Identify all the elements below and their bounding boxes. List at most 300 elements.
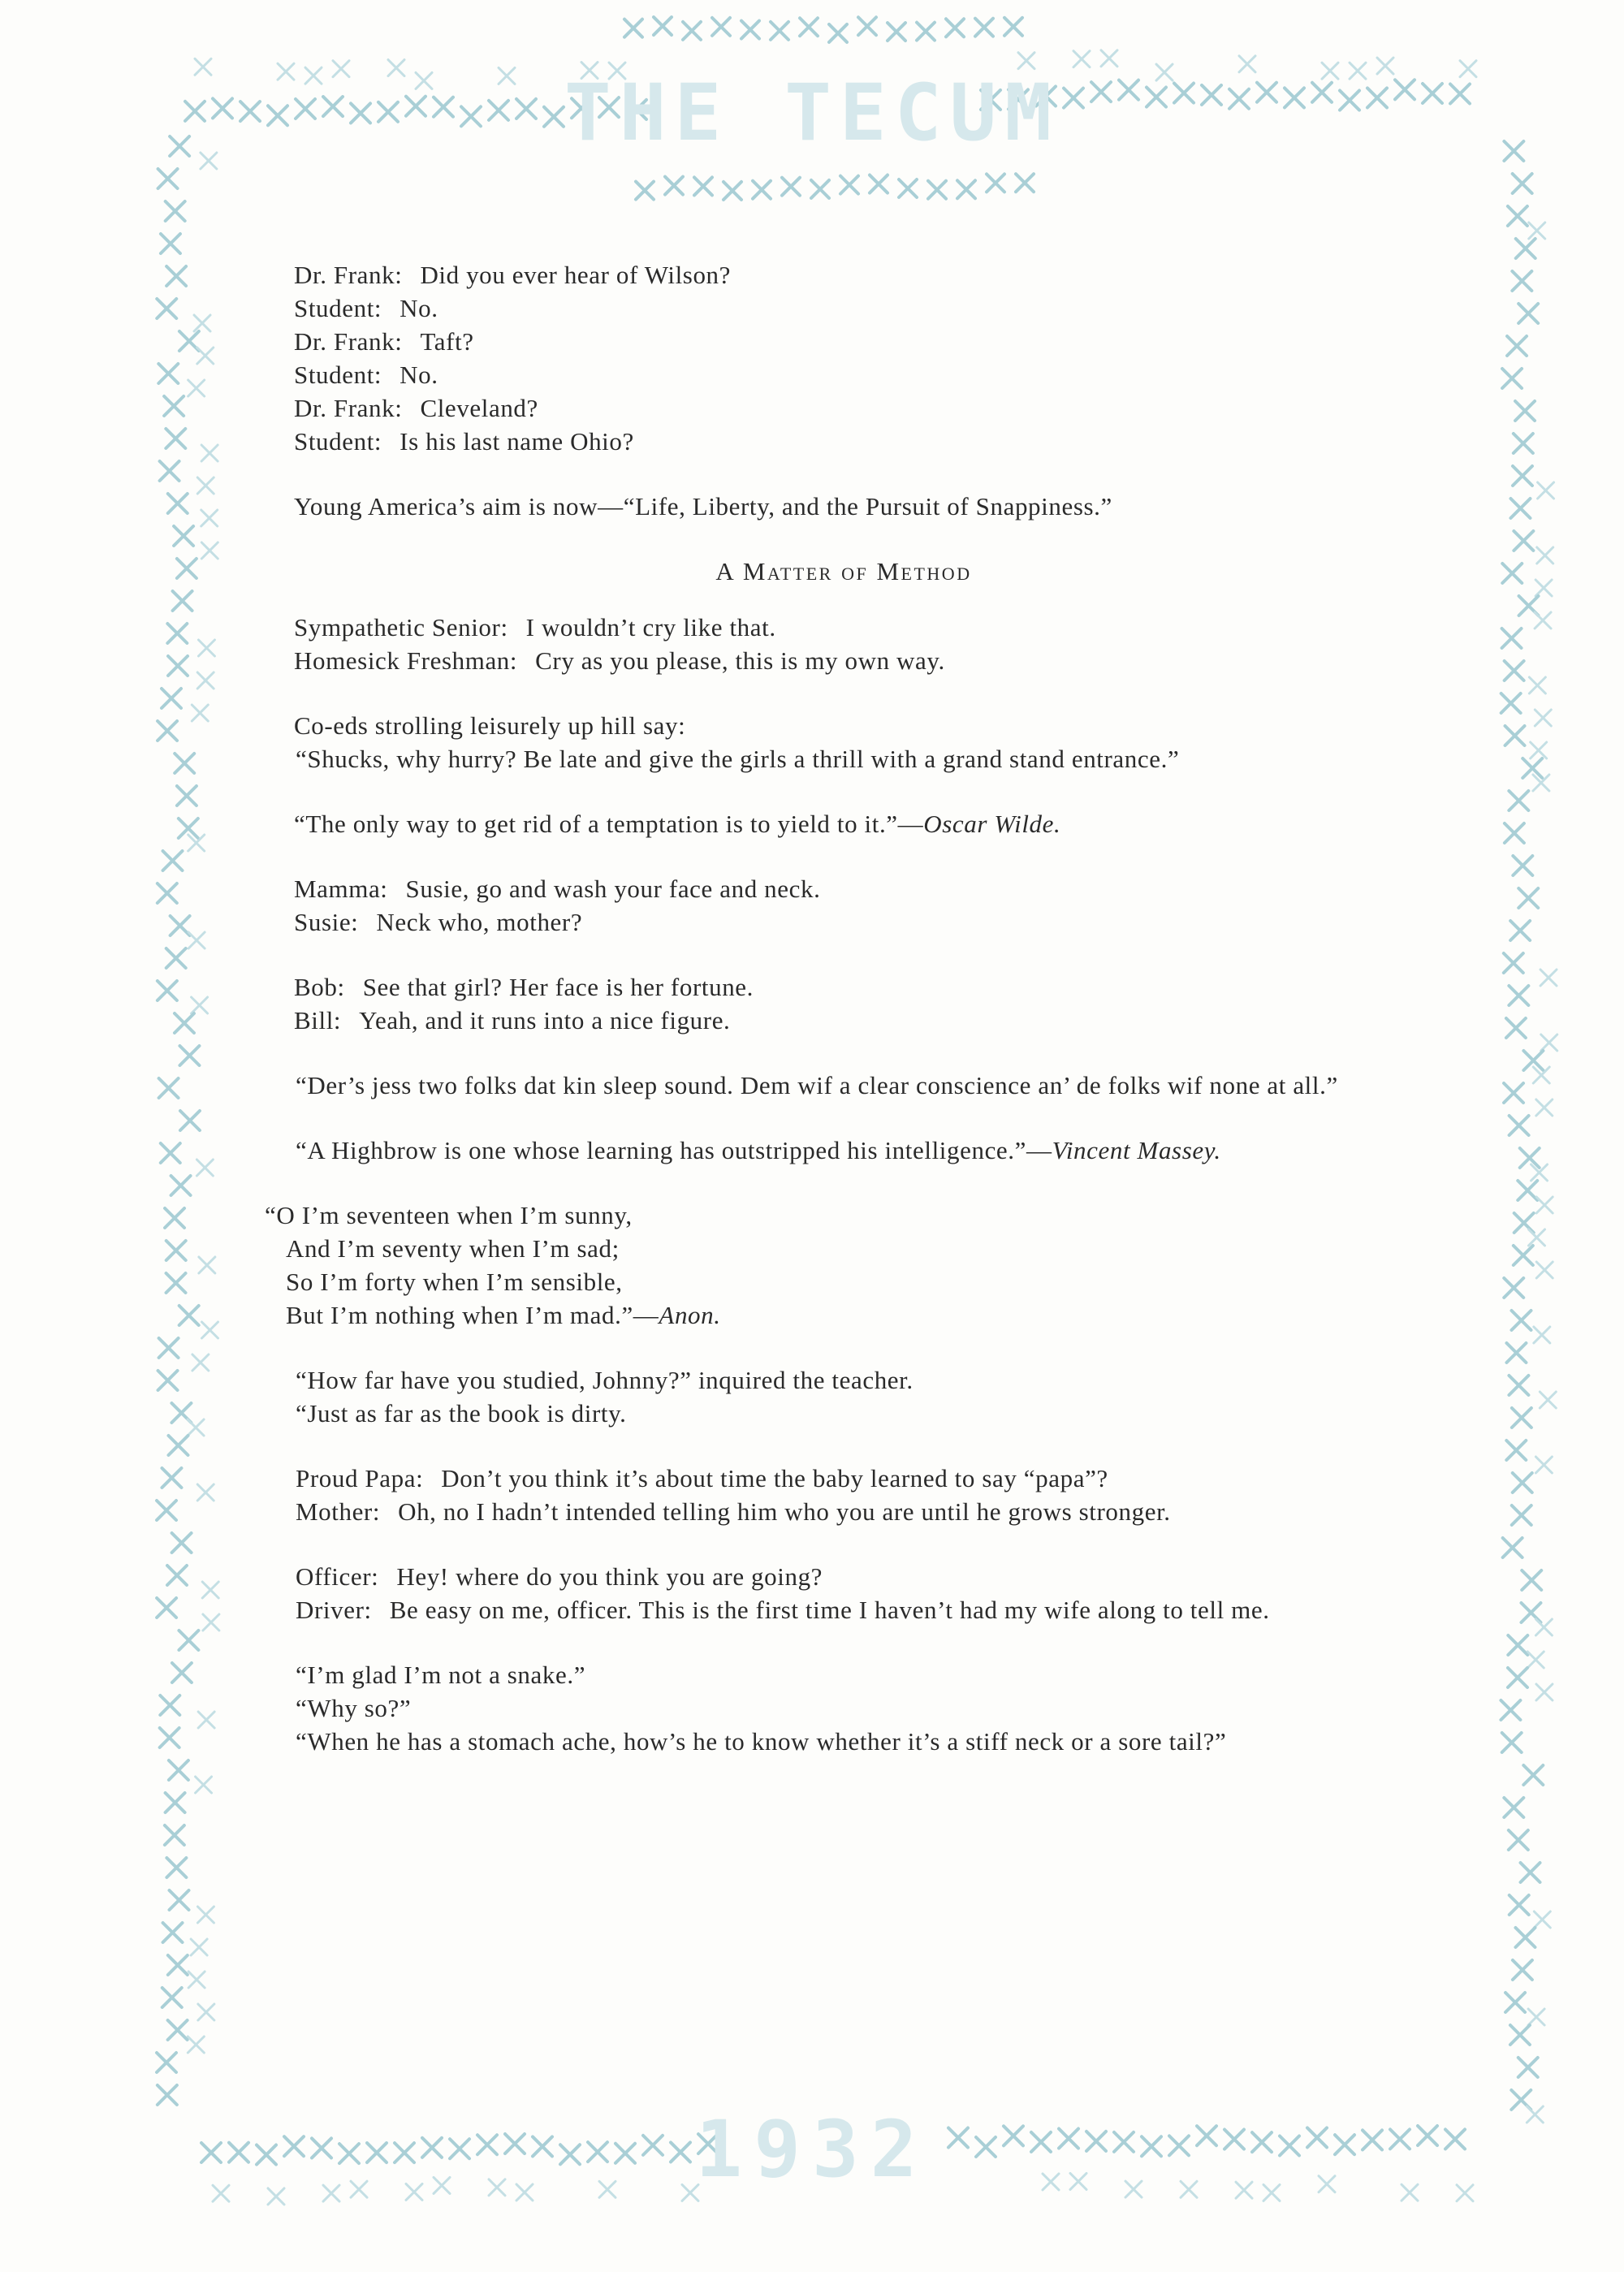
stitch-mark	[811, 180, 829, 198]
stitch-mark	[1004, 18, 1022, 36]
stitch-mark	[1515, 1928, 1535, 1947]
stitch-mark	[198, 1712, 214, 1728]
stitch-mark	[1506, 1343, 1526, 1363]
speaker-label: Driver:	[296, 1596, 372, 1624]
stitch-mark	[1540, 1392, 1556, 1408]
stitch-mark	[683, 22, 701, 40]
stitch-mark	[1460, 61, 1476, 77]
stitch-mark	[1536, 1262, 1553, 1278]
stitch-mark	[201, 542, 218, 559]
dialogue-line	[294, 258, 1423, 292]
stitch-mark	[351, 2181, 367, 2197]
stitch-mark	[162, 1468, 181, 1488]
stitch-mark	[388, 60, 404, 76]
joke-young-america: Young America’s aim is now—“Life, Liberty, and the Pursuit of Snappiness.”	[294, 492, 1112, 520]
stitch-mark	[197, 477, 214, 494]
stitch-mark	[1531, 742, 1547, 758]
stitch-mark	[160, 1728, 179, 1747]
stitch-mark	[188, 932, 205, 948]
stitch-mark	[1507, 336, 1527, 356]
stitch-mark	[312, 2138, 331, 2158]
stitch-mark	[1450, 84, 1470, 104]
stitch-mark	[158, 1371, 178, 1390]
stitch-mark	[1224, 2130, 1244, 2149]
stitch-mark	[169, 1760, 188, 1780]
stitch-mark	[489, 2179, 505, 2196]
stitch-mark	[1512, 1408, 1531, 1428]
speaker-label: Susie:	[294, 908, 359, 936]
stitch-mark	[1527, 1652, 1544, 1668]
stitch-mark	[1513, 856, 1532, 875]
stitch-mark	[202, 1582, 218, 1598]
stitch-mark	[1257, 83, 1276, 102]
stitch-mark	[157, 2053, 176, 2072]
stitch-mark	[624, 19, 642, 37]
dialogue-line	[294, 644, 1423, 677]
stitch-mark	[694, 177, 712, 195]
stitch-mark	[1457, 2185, 1473, 2201]
stitch-mark	[406, 2183, 422, 2200]
footer-year: 1932	[695, 2104, 929, 2195]
officer-line	[265, 1560, 1423, 1593]
snake-line: “Why so?”	[296, 1694, 412, 1722]
speaker-label: Student:	[294, 427, 382, 456]
stitch-mark	[166, 201, 185, 221]
stitch-mark	[1390, 2129, 1410, 2149]
stitch-mark	[1312, 83, 1332, 102]
stitch-mark	[168, 494, 188, 513]
stitch-mark	[158, 169, 178, 188]
stitch-mark	[1504, 1798, 1523, 1817]
stitch-mark	[1252, 2132, 1272, 2152]
stitch-mark	[197, 1160, 213, 1176]
stitch-mark	[213, 2185, 229, 2201]
stitch-mark	[1509, 1830, 1528, 1850]
stitch-mark	[1395, 80, 1415, 99]
stitch-mark	[1322, 63, 1338, 79]
stitch-mark	[173, 591, 192, 611]
stitch-mark	[1510, 499, 1530, 518]
highbrow-author: Vincent Massey.	[1052, 1136, 1221, 1164]
stitch-mark	[477, 2135, 497, 2154]
stitch-mark	[339, 2144, 359, 2163]
stitch-mark	[928, 181, 946, 199]
stitch-mark	[1202, 85, 1221, 105]
stitch-mark	[1156, 64, 1173, 80]
stitch-mark	[168, 2020, 188, 2040]
stitch-mark	[1504, 141, 1523, 161]
stitch-mark	[229, 2143, 248, 2162]
stitch-mark	[975, 19, 993, 37]
stitch-mark	[1363, 2130, 1382, 2149]
stitch-mark	[168, 656, 188, 676]
speaker-label: Officer:	[296, 1562, 379, 1591]
stitch-mark	[1535, 1457, 1552, 1473]
highbrow-quote: “A Highbrow is one whose learning has outstripped his intelligence.”—	[296, 1136, 1052, 1164]
stitch-mark	[560, 2145, 580, 2164]
dialogue-line	[294, 905, 1423, 939]
stitch-mark	[712, 18, 730, 36]
stitch-mark	[378, 102, 398, 122]
stitch-mark	[1197, 2126, 1216, 2145]
stitch-mark	[888, 23, 905, 41]
stitch-mark	[1502, 564, 1522, 583]
stitch-mark	[333, 61, 349, 77]
stitch-mark	[840, 176, 858, 194]
stitch-mark	[1307, 2127, 1327, 2147]
speaker-label: Homesick Freshman:	[294, 646, 518, 675]
stitch-mark	[192, 1354, 209, 1371]
stitch-mark	[196, 1777, 212, 1793]
stitch-mark	[1513, 1473, 1532, 1492]
stitch-mark	[1142, 2136, 1161, 2156]
snake-line: “When he has a stomach ache, how’s he to know whether it’s a stiff neck or a sore tail?”	[296, 1727, 1227, 1756]
stitch-mark	[1506, 1018, 1526, 1038]
stitch-mark	[1236, 2182, 1252, 2198]
poem-line: And I’m seventy when I’m sad;	[286, 1234, 620, 1263]
wilde-quote: “The only way to get rid of a temptation is to yield to it.”—	[294, 810, 924, 838]
joke-poem	[265, 1199, 1423, 1332]
stitch-mark	[976, 2137, 996, 2157]
stitch-mark	[671, 2142, 690, 2162]
stitch-mark	[1377, 58, 1393, 74]
stitch-mark	[201, 153, 217, 169]
stitch-mark	[158, 883, 177, 903]
dialogue-text: See that girl? Her face is her fortune.	[362, 973, 754, 1001]
stitch-mark	[177, 786, 197, 806]
stitch-mark	[899, 179, 917, 197]
stitch-mark	[240, 102, 260, 121]
stitch-mark	[201, 2143, 221, 2162]
stitch-mark	[461, 106, 481, 126]
stitch-mark	[1528, 1229, 1544, 1246]
snake-line: “I’m glad I’m not a snake.”	[296, 1661, 586, 1689]
stitch-mark	[166, 948, 186, 968]
dialogue-text: Oh, no I hadn’t intended telling him who you are until he grows stronger.	[398, 1497, 1171, 1526]
stitch-mark	[1513, 1960, 1532, 1980]
dialogue-line	[294, 325, 1423, 358]
jokes-column	[265, 258, 1423, 1758]
stitch-mark	[1514, 1213, 1534, 1233]
stitch-mark	[434, 97, 453, 117]
stitch-mark	[192, 705, 208, 721]
stitch-mark	[213, 98, 232, 118]
stitch-mark	[165, 1825, 184, 1845]
stitch-mark	[800, 18, 818, 36]
stitch-mark	[1501, 693, 1521, 713]
stitch-mark	[1091, 82, 1111, 102]
stitch-mark	[1319, 2176, 1335, 2192]
dialogue-text: I wouldn’t cry like that.	[525, 613, 776, 641]
stitch-mark	[1402, 2184, 1418, 2201]
stitch-mark	[1059, 2129, 1078, 2149]
stitch-mark	[1514, 434, 1533, 453]
stitch-mark	[1521, 1863, 1540, 1882]
stitch-mark	[1504, 953, 1523, 973]
coeds-quote: “Shucks, why hurry? Be late and give the girls a thrill with a grand stand entrance.”	[296, 745, 1180, 773]
stitch-mark	[516, 99, 536, 119]
stitch-mark	[159, 1078, 179, 1098]
speaker-label: Bob:	[294, 973, 345, 1001]
stitch-mark	[197, 672, 214, 689]
dialogue-text: Hey! where do you think you are going?	[396, 1562, 823, 1591]
stitch-mark	[615, 2144, 635, 2163]
stitch-mark	[1509, 1376, 1528, 1395]
speaker-label: Dr. Frank:	[294, 327, 403, 356]
stitch-mark	[416, 72, 432, 89]
stitch-mark	[191, 1939, 207, 1955]
stitch-mark	[268, 106, 287, 125]
stitch-mark	[1181, 2181, 1197, 2197]
poem-line	[265, 1298, 1423, 1332]
dialogue-text: Did you ever hear of Wilson?	[420, 261, 732, 289]
stitch-mark	[166, 1241, 186, 1260]
stitch-mark	[665, 177, 683, 195]
stitch-mark	[158, 2085, 177, 2105]
speaker-label: Dr. Frank:	[294, 394, 403, 422]
stitch-mark	[175, 1013, 194, 1033]
stitch-mark	[1518, 1181, 1537, 1200]
stitch-mark	[160, 1695, 179, 1715]
coeds-intro: Co-eds strolling leisurely up hill say:	[294, 711, 686, 740]
stitch-mark	[167, 1566, 187, 1585]
stitch-mark	[188, 1972, 205, 1988]
stitch-mark	[1529, 677, 1545, 693]
stitch-mark	[188, 1419, 204, 1436]
stitch-mark	[1004, 2126, 1023, 2145]
stitch-mark	[195, 58, 211, 75]
joke-highbrow	[265, 1134, 1423, 1167]
stitch-mark	[163, 851, 183, 870]
stitch-mark	[948, 2128, 968, 2148]
stitch-mark	[1423, 84, 1442, 103]
joke-officer	[265, 1560, 1423, 1626]
dialogue-text: Neck who, mother?	[376, 908, 583, 936]
stitch-mark	[1514, 531, 1533, 551]
stitch-mark	[1511, 1311, 1531, 1330]
stitch-mark	[203, 1614, 219, 1631]
stitch-mark	[1504, 1278, 1523, 1298]
stitch-mark	[406, 97, 425, 116]
speaker-label: Student:	[294, 294, 382, 322]
stitch-mark	[1280, 2136, 1299, 2156]
stitch-mark	[161, 234, 180, 253]
stitch-mark	[434, 2177, 450, 2193]
stitch-mark	[1502, 1733, 1522, 1752]
stitch-mark	[174, 526, 193, 546]
wilde-author: Oscar Wilde.	[923, 810, 1061, 838]
joke-wilson	[265, 258, 1423, 458]
stitch-mark	[1537, 547, 1553, 564]
stitch-mark	[1518, 888, 1538, 908]
stitch-mark	[1534, 1911, 1550, 1928]
stitch-mark	[1509, 791, 1528, 810]
dialogue-text: No.	[400, 361, 438, 389]
stitch-mark	[1534, 1327, 1550, 1343]
stitch-mark	[188, 2037, 204, 2053]
speaker-label: Mother:	[296, 1497, 381, 1526]
stitch-mark	[170, 136, 189, 156]
stitch-mark	[544, 107, 564, 127]
stitch-mark	[1504, 1083, 1523, 1103]
stitch-mark	[268, 2188, 284, 2205]
stitch-mark	[499, 67, 515, 84]
joke-snake	[265, 1658, 1423, 1758]
speaker-label: Proud Papa:	[296, 1464, 424, 1492]
stitch-mark	[169, 1890, 188, 1910]
stitch-mark	[1229, 89, 1249, 109]
joke-bob-bill	[265, 970, 1423, 1037]
stitch-mark	[858, 17, 876, 35]
stitch-mark	[168, 1955, 188, 1975]
dialogue-text: Cleveland?	[420, 394, 538, 422]
stitch-mark	[171, 1176, 191, 1195]
stitch-mark	[533, 2136, 552, 2156]
stitch-mark	[168, 1436, 188, 1455]
stitch-mark	[1508, 1635, 1527, 1655]
stitch-mark	[1509, 986, 1528, 1005]
stitch-mark	[284, 2136, 304, 2156]
dialogue-text: Don’t you think it’s about time the baby learned to say “papa”?	[441, 1464, 1108, 1492]
stitch-mark	[296, 99, 315, 119]
joke-johnny	[265, 1363, 1423, 1430]
stitch-mark	[636, 182, 654, 200]
stitch-mark	[1535, 1619, 1552, 1635]
stitch-mark	[166, 1793, 185, 1812]
stitch-mark	[1031, 2132, 1051, 2152]
stitch-mark	[1512, 271, 1531, 291]
speaker-label: Mamma:	[294, 875, 388, 903]
stitch-mark	[1501, 1700, 1520, 1720]
stitch-mark	[161, 1143, 180, 1163]
header-title: THE TECUM	[564, 67, 1060, 158]
stitch-mark	[395, 2143, 414, 2162]
stitch-mark	[1515, 401, 1535, 421]
dialogue-text: Susie, go and wash your face and neck.	[405, 875, 821, 903]
speaker-label: Bill:	[294, 1006, 342, 1034]
stitch-mark	[588, 2142, 607, 2162]
stitch-mark	[1536, 1099, 1553, 1116]
stitch-mark	[1518, 2058, 1538, 2077]
stitch-mark	[771, 22, 788, 40]
stitch-mark	[1070, 2173, 1086, 2189]
stitch-mark	[158, 981, 177, 1000]
johnny-line: “Just as far as the book is dirty.	[296, 1399, 627, 1428]
papa-line	[265, 1462, 1423, 1495]
stitch-mark	[1516, 239, 1535, 258]
stitch-mark	[1508, 206, 1527, 226]
stitch-mark	[1514, 1246, 1533, 1265]
stitch-mark	[175, 754, 194, 773]
stitch-mark	[753, 181, 771, 199]
stitch-mark	[179, 331, 199, 351]
stitch-mark	[192, 997, 208, 1013]
stitch-mark	[163, 1923, 183, 1942]
joke-wilde	[265, 807, 1423, 840]
section-heading: A Matter of Method	[715, 557, 972, 585]
dialogue-line	[294, 1004, 1423, 1037]
stitch-mark	[179, 1306, 199, 1325]
driver-line	[265, 1593, 1423, 1626]
stitch-mark	[1510, 1895, 1529, 1915]
stitch-mark	[1506, 1441, 1526, 1460]
stitch-mark	[1505, 726, 1525, 745]
stitch-mark	[179, 1631, 198, 1650]
stitch-mark	[166, 1858, 186, 1877]
joke-papa	[265, 1462, 1423, 1528]
stitch-mark	[1513, 466, 1532, 486]
stitch-mark	[197, 1484, 214, 1501]
stitch-mark	[1535, 612, 1551, 628]
stitch-mark	[1518, 304, 1538, 323]
stitch-mark	[1510, 2025, 1530, 2045]
stitch-mark	[450, 2139, 469, 2158]
stitch-mark	[946, 19, 964, 37]
speaker-label: Dr. Frank:	[294, 261, 403, 289]
stitch-mark	[599, 2181, 615, 2197]
stitch-mark	[180, 1111, 200, 1130]
dialogue-line	[294, 292, 1423, 325]
poem-line: “O I’m seventeen when I’m sunny,	[265, 1201, 633, 1229]
stitch-mark	[1418, 2126, 1437, 2145]
stitch-mark	[177, 559, 197, 578]
stitch-mark	[1510, 921, 1530, 940]
stitch-mark	[1239, 56, 1255, 72]
dialogue-text: Yeah, and it runs into a nice figure.	[359, 1006, 731, 1034]
stitch-mark	[194, 315, 210, 331]
stitch-mark	[1174, 84, 1194, 103]
stitch-mark	[198, 640, 214, 656]
stitch-mark	[1503, 1538, 1522, 1557]
stitch-mark	[158, 721, 177, 741]
stitch-mark	[159, 1338, 179, 1358]
stitch-mark	[987, 174, 1004, 192]
poem-last-line: But I’m nothing when I’m mad.”—	[286, 1301, 659, 1329]
joke-coeds	[265, 709, 1423, 775]
stitch-mark	[198, 2004, 214, 2020]
stitch-mark	[782, 178, 800, 196]
speaker-label: Sympathetic Senior:	[294, 613, 508, 641]
stitch-mark	[1513, 174, 1532, 193]
stitch-mark	[323, 2185, 339, 2201]
stitch-mark	[1540, 970, 1557, 986]
stitch-mark	[305, 67, 322, 84]
stitch-mark	[323, 97, 343, 116]
stitch-mark	[957, 180, 975, 198]
stitch-mark	[1512, 1505, 1531, 1525]
stitch-mark	[166, 1273, 186, 1293]
stitch-mark	[516, 2184, 533, 2201]
stitch-mark	[1043, 2174, 1059, 2190]
stitch-mark	[367, 2143, 387, 2162]
stitch-mark	[188, 380, 205, 396]
stitch-mark	[1064, 89, 1083, 108]
stitch-mark	[1367, 88, 1387, 107]
stitch-mark	[1508, 1668, 1527, 1687]
stitch-mark	[1522, 1570, 1541, 1590]
stitch-mark	[185, 102, 205, 121]
stitch-mark	[489, 101, 508, 120]
stitch-mark	[166, 429, 185, 448]
stitch-mark	[201, 1322, 218, 1338]
dialogue-line	[294, 970, 1423, 1004]
stitch-mark	[165, 1208, 184, 1228]
speaker-label: Student:	[294, 361, 382, 389]
johnny-line: “How far have you studied, Johnny?” inquired the teacher.	[296, 1366, 914, 1394]
stitch-mark	[1502, 369, 1522, 388]
stitch-mark	[1018, 53, 1034, 69]
stitch-mark	[157, 1598, 176, 1618]
